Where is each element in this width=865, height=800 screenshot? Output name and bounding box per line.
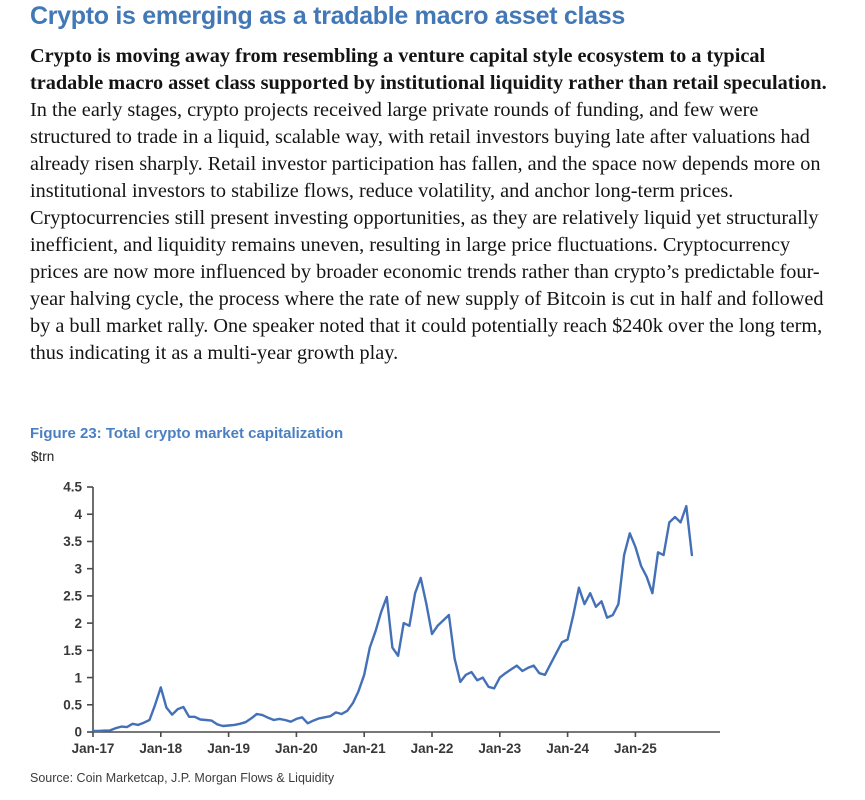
y-axis-unit-label: $trn bbox=[31, 449, 55, 464]
article-paragraph bbox=[30, 43, 842, 367]
x-tick-label: Jan-23 bbox=[478, 741, 522, 756]
x-tick-label: Jan-17 bbox=[71, 741, 115, 756]
y-tick-label: 0.5 bbox=[63, 697, 82, 713]
x-tick-label: Jan-25 bbox=[614, 741, 657, 756]
y-tick-label: 1.5 bbox=[63, 643, 82, 659]
lead-sentence-bold: Crypto is moving away from resembling a venture capital style ecosystem to a typical tradable macro asset class supported by institutional liquidity rather than retail speculation. bbox=[30, 45, 827, 94]
market-cap-line-chart-svg bbox=[30, 468, 742, 768]
y-tick-label: 3 bbox=[74, 561, 82, 577]
y-tick-label: 4.5 bbox=[63, 479, 82, 495]
y-tick-label: 3.5 bbox=[63, 534, 82, 550]
y-tick-label: 2.5 bbox=[63, 588, 82, 604]
x-tick-label: Jan-18 bbox=[139, 741, 183, 756]
y-tick-label: 0 bbox=[74, 724, 82, 740]
x-tick-label: Jan-19 bbox=[207, 741, 250, 756]
y-tick-label: 4 bbox=[74, 506, 82, 522]
article-title: Crypto is emerging as a tradable macro asset class bbox=[30, 2, 625, 30]
figure-caption: Figure 23: Total crypto market capitalization bbox=[30, 425, 344, 442]
x-tick-label: Jan-21 bbox=[342, 741, 386, 756]
market-cap-series-line bbox=[93, 506, 692, 731]
paragraph-body-text: In the early stages, crypto projects received large private rounds of funding, and few were structured to trade in a liquid, scalable way, with retail investors buying late after valuations had already risen sharply. Retail investor participation has fallen, and the space now depends more on institutional investors to stabilize flows, reduce volatility, and anchor long-term prices. Cryptocurrencies still present investing opportunities, as they are relatively liquid yet structurally inefficient, and liquidity remains uneven, resulting in large price fluctuations. Cryptocurrency prices are now more influenced by broader economic trends rather than crypto’s predictable four-year halving cycle, the process where the rate of new supply of Bitcoin is cut in half and followed by a bull market rally. One speaker noted that it could potentially reach $240k over the long term, thus indicating it as a multi-year growth play. bbox=[30, 99, 824, 364]
y-tick-label: 1 bbox=[74, 670, 82, 686]
y-tick-label: 2 bbox=[74, 615, 82, 631]
crypto-market-cap-chart bbox=[30, 468, 742, 768]
x-tick-label: Jan-24 bbox=[546, 741, 589, 756]
source-note: Source: Coin Marketcap, J.P. Morgan Flows & Liquidity bbox=[30, 771, 335, 785]
x-tick-label: Jan-22 bbox=[410, 741, 454, 756]
x-tick-label: Jan-20 bbox=[275, 741, 318, 756]
